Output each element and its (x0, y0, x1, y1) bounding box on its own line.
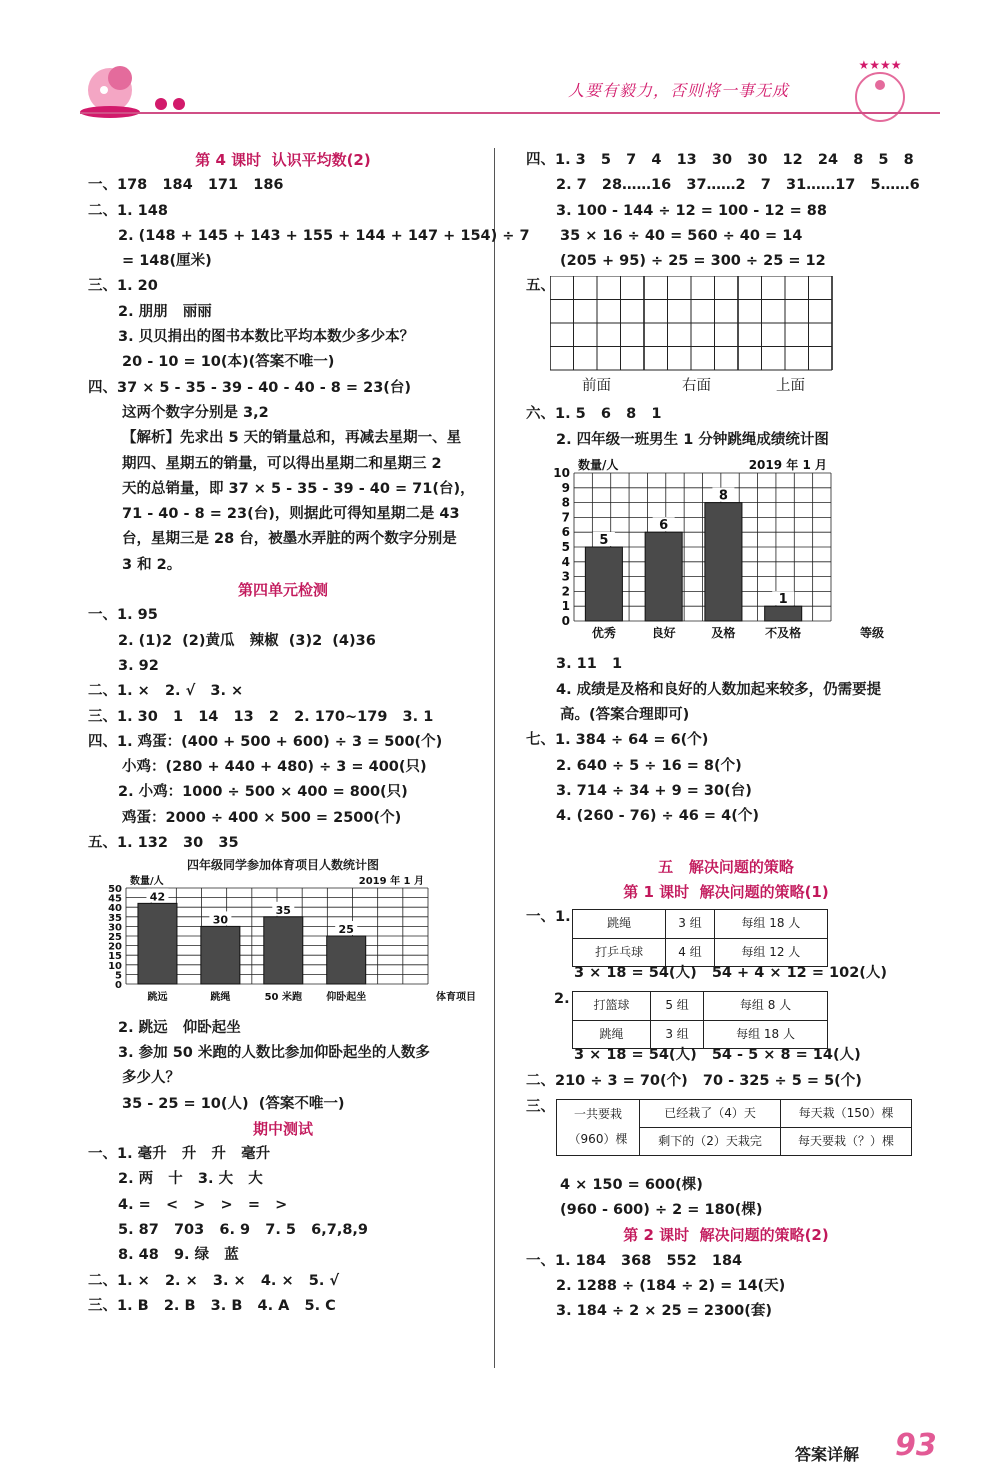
cartoon-mascot-icon (70, 60, 150, 120)
right3-line: 第 1 课时 解决问题的策略(1) (623, 883, 829, 902)
left-line: 三、1. 20 (88, 278, 158, 295)
bar-value-label: 5 (599, 533, 609, 549)
left-line: 二、1. × 2. √ 3. × (88, 683, 244, 700)
bar (705, 503, 742, 621)
table1-cell: 每组 18 人 (714, 910, 827, 938)
left-line: 71 - 40 - 8 = 23(台)，则据此可得知星期二是 43 (122, 506, 460, 523)
table2-cell: 跳绳 (573, 1020, 651, 1048)
bar (327, 936, 366, 984)
y-tick-label: 15 (108, 951, 122, 963)
left2-line: 2. 跳远 仰卧起坐 (118, 1019, 241, 1036)
left2-line: 3. 参加 50 米跑的人数比参加仰卧起坐的人数多 (118, 1044, 430, 1061)
left-line: 期四、星期五的销量，可以得出星期二和星期三 2 (122, 455, 442, 472)
table1-cell: 4 组 (666, 938, 714, 966)
right4-line: 一、1. 184 368 552 184 (526, 1252, 743, 1269)
table2-cell: 每组 18 人 (704, 1020, 828, 1048)
left-line: 3. 贝贝捐出的图书本数比平均本数少多少本？ (118, 329, 415, 346)
table1 (572, 909, 828, 967)
view-grid (550, 276, 850, 376)
table1-cell: 打乒乓球 (573, 938, 666, 966)
y-tick-label: 35 (108, 913, 122, 925)
sports-chart-svg (88, 874, 478, 1006)
table1-calc: 3 × 18 = 54(人) 54 + 4 × 12 = 102(人) (574, 965, 888, 982)
chart-date: 2019 年 1 月 (748, 458, 827, 473)
left-line: 天的总销量，即 37 × 5 - 35 - 39 - 40 = 71(台)， (122, 480, 475, 497)
x-axis-label: 体育项目 (436, 992, 476, 1004)
left-line: 四、37 × 5 - 35 - 39 - 40 - 40 - 8 = 23(台) (88, 379, 412, 396)
x-tick-label: 仰卧起坐 (326, 992, 367, 1004)
table2-cell: 打篮球 (573, 992, 651, 1020)
right-line: 3. 100 - 144 ÷ 12 = 100 - 12 = 88 (556, 202, 827, 219)
view-top: 上面 (776, 378, 805, 395)
y-tick-label: 2 (561, 584, 570, 599)
left2-line: 2. 两 十 3. 大 大 (118, 1171, 263, 1188)
right4-line: 4 × 150 = 600(棵) (560, 1176, 703, 1193)
right4-line: (960 - 600) ÷ 2 = 180(棵) (560, 1201, 763, 1218)
left2-line: 二、1. × 2. × 3. × 4. × 5. √ (88, 1272, 340, 1289)
y-tick-label: 5 (115, 970, 122, 982)
x-axis-label: 等级 (859, 626, 884, 641)
y-tick-label: 20 (108, 941, 122, 953)
right4-line: 2. 1288 ÷ (184 ÷ 2) = 14(天) (556, 1277, 786, 1294)
right-column (526, 148, 926, 1324)
bar-value-label: 6 (659, 518, 669, 534)
table2-label: 2. (554, 991, 570, 1008)
table2-cell: 5 组 (651, 992, 704, 1020)
right3-line: 3. 11 1 (556, 656, 623, 673)
table3 (556, 1099, 912, 1157)
right-line: 35 × 16 ÷ 40 = 560 ÷ 40 = 14 (560, 227, 803, 244)
view-grid-block (526, 274, 926, 402)
x-tick-label: 跳绳 (210, 992, 231, 1004)
right-line: 2. 7 28……16 37……2 7 31……17 5……6 (556, 177, 920, 194)
left-line: 2. (1)2 (2)黄瓜 辣椒 (3)2 (4)36 (118, 632, 376, 649)
table1-block (526, 905, 926, 987)
left-line: 2. 小鸡：1000 ÷ 500 × 400 = 800(只) (118, 784, 408, 801)
y-axis-label: 数量/人 (130, 876, 164, 888)
left2-line: 期中测试 (252, 1119, 313, 1138)
table2 (572, 991, 828, 1049)
bar (765, 606, 802, 621)
table2-calc: 3 × 18 = 54(人) 54 - 5 × 8 = 14(人) (574, 1047, 861, 1064)
left-line: 鸡蛋：2000 ÷ 400 × 500 = 2500(个) (122, 809, 402, 826)
y-tick-label: 10 (108, 961, 122, 973)
right3-line: 3. 714 ÷ 34 + 9 = 30(台) (556, 782, 752, 799)
bar-value-label: 25 (338, 923, 354, 937)
left-line: 这两个数字分别是 3,2 (122, 404, 269, 421)
left-line: 20 - 10 = 10(本)(答案不唯一) (122, 354, 335, 371)
jump-rope-chart-svg (526, 453, 886, 643)
jump-rope-chart (526, 453, 926, 652)
table3-block (526, 1095, 926, 1173)
y-axis-label: 数量/人 (578, 458, 619, 473)
q2-line: 二、210 ÷ 3 = 70(个) 70 - 325 ÷ 5 = 5(个) (526, 1073, 862, 1090)
left-line: 第四单元检测 (237, 581, 328, 600)
left-line: 四、1. 鸡蛋：(400 + 500 + 600) ÷ 3 = 500(个) (88, 733, 443, 750)
right2-line: 六、1. 5 6 8 1 (526, 406, 662, 423)
right2-line: 2. 四年级一班男生 1 分钟跳绳成绩统计图 (556, 431, 829, 448)
left2-line: 多少人？ (122, 1070, 180, 1087)
y-tick-label: 45 (108, 893, 122, 905)
y-tick-label: 30 (108, 922, 122, 934)
table3-r1c2: 每天栽（150）棵 (781, 1099, 912, 1127)
chart-date: 2019 年 1 月 (358, 876, 424, 888)
y-tick-label: 4 (561, 554, 570, 569)
right3-line: 4. 成绩是及格和良好的人数加起来较多，仍需要提 (556, 681, 882, 698)
left-line: 【解析】先求出 5 天的销量总和，再减去星期一、星 (122, 430, 462, 447)
left2-line: 4. = < > > = > (118, 1196, 288, 1213)
left-line: 二、1. 148 (88, 202, 168, 219)
y-tick-label: 8 (561, 495, 570, 510)
right4-line: 第 2 课时 解决问题的策略(2) (623, 1226, 829, 1245)
star-badge-icon (840, 55, 920, 125)
x-tick-label: 良好 (651, 626, 676, 641)
table3-r1c1: 已经栽了（4）天 (640, 1099, 781, 1127)
table1-label: 一、1. (526, 909, 571, 926)
left-line: 一、178 184 171 186 (88, 177, 284, 194)
left-line: 3 和 2。 (122, 556, 182, 573)
bar (645, 532, 682, 621)
right3-line: 2. 640 ÷ 5 ÷ 16 = 8(个) (556, 757, 742, 774)
bar-value-label: 8 (718, 488, 728, 504)
left-line: 五、1. 132 30 35 (88, 835, 239, 852)
bar (138, 904, 177, 985)
bar-value-label: 30 (212, 913, 229, 927)
view-front: 前面 (582, 378, 611, 395)
header-rule (80, 112, 940, 114)
left2-line: 5. 87 703 6. 9 7. 5 6,7,8,9 (118, 1221, 369, 1238)
left-line: 3. 92 (118, 657, 159, 674)
left-line: 第 4 课时 认识平均数(2) (195, 151, 371, 169)
left-line: 2. (148 + 145 + 143 + 155 + 144 + 147 + 154) ÷ 7 (118, 227, 530, 244)
y-tick-label: 0 (115, 980, 122, 992)
table1-cell: 每组 12 人 (714, 938, 827, 966)
left2-line: 三、1. B 2. B 3. B 4. A 5. C (88, 1297, 336, 1314)
view-right: 右面 (682, 378, 711, 395)
y-tick-label: 10 (553, 466, 570, 481)
page-number: 93 (895, 1428, 937, 1463)
y-tick-label: 40 (108, 903, 122, 915)
bar-value-label: 1 (778, 592, 788, 608)
bar (201, 927, 240, 985)
right3-line: 4. (260 - 76) ÷ 46 = 4(个) (556, 808, 759, 825)
right4-line: 3. 184 ÷ 2 × 25 = 2300(套) (556, 1303, 773, 1320)
table2-cell: 每组 8 人 (704, 992, 828, 1020)
svg-text:★★★★: ★★★★ (858, 58, 902, 72)
left-line: 三、1. 30 1 14 13 2 2. 170~179 3. 1 (88, 708, 434, 725)
bar-value-label: 35 (275, 904, 291, 918)
x-tick-label: 跳远 (147, 992, 168, 1004)
column-divider (494, 148, 495, 1368)
y-tick-label: 3 (561, 569, 570, 584)
table3-r2c1: 剩下的（2）天栽完 (640, 1127, 781, 1155)
sports-chart (88, 856, 478, 1015)
table3-total: 一共要栽（960）棵 (557, 1099, 640, 1156)
y-tick-label: 0 (561, 614, 570, 629)
left-line: 2. 朋朋 丽丽 (118, 303, 212, 320)
left-line: = 148(厘米) (122, 253, 212, 270)
table3-label: 三、 (526, 1098, 555, 1115)
bar (264, 917, 303, 984)
y-tick-label: 50 (108, 884, 122, 896)
table3-r2c2: 每天要栽（？）棵 (781, 1127, 912, 1155)
header-motto: 人要有毅力，否则将一事无成 (568, 81, 790, 100)
right3-line: 五 解决问题的策略 (658, 857, 794, 876)
bar-value-label: 42 (149, 890, 166, 904)
bar (585, 547, 622, 621)
y-tick-label: 5 (561, 540, 570, 555)
y-tick-label: 25 (108, 932, 122, 944)
right3-line: 高。(答案合理即可) (560, 706, 690, 723)
left-line: 小鸡：(280 + 440 + 480) ÷ 3 = 400(只) (122, 759, 427, 776)
table1-cell: 3 组 (666, 910, 714, 938)
left2-line: 35 - 25 = 10(人) (答案不唯一) (122, 1095, 345, 1112)
right-line: 四、1. 3 5 7 4 13 30 30 12 24 8 5 8 (526, 152, 914, 168)
x-tick-label: 优秀 (591, 626, 616, 641)
x-tick-label: 不及格 (765, 626, 802, 641)
left-line: 一、1. 95 (88, 607, 158, 624)
left2-line: 一、1. 毫升 升 升 毫升 (88, 1146, 271, 1163)
footer-label: 答案详解 (795, 1445, 860, 1464)
y-tick-label: 7 (561, 510, 570, 525)
right3-line: 七、1. 384 ÷ 64 = 6(个) (526, 732, 709, 749)
table2-cell: 3 组 (651, 1020, 704, 1048)
y-tick-label: 6 (561, 525, 570, 540)
left-line: 台，星期三是 28 台，被墨水弄脏的两个数字分别是 (122, 531, 457, 548)
grid-label: 五、 (526, 278, 555, 295)
x-tick-label: 及格 (711, 626, 736, 641)
table2-block (526, 987, 926, 1069)
left-column (88, 148, 530, 1319)
right-line: (205 + 95) ÷ 25 = 300 ÷ 25 = 12 (560, 253, 826, 270)
right3-line (526, 829, 926, 854)
y-tick-label: 9 (561, 480, 570, 495)
x-tick-label: 50 米跑 (264, 992, 302, 1004)
y-tick-label: 1 (561, 599, 570, 614)
sports-chart-title: 四年级同学参加体育项目人数统计图 (186, 858, 379, 873)
table1-cell: 跳绳 (573, 910, 666, 938)
left2-line: 8. 48 9. 绿 蓝 (118, 1247, 239, 1264)
